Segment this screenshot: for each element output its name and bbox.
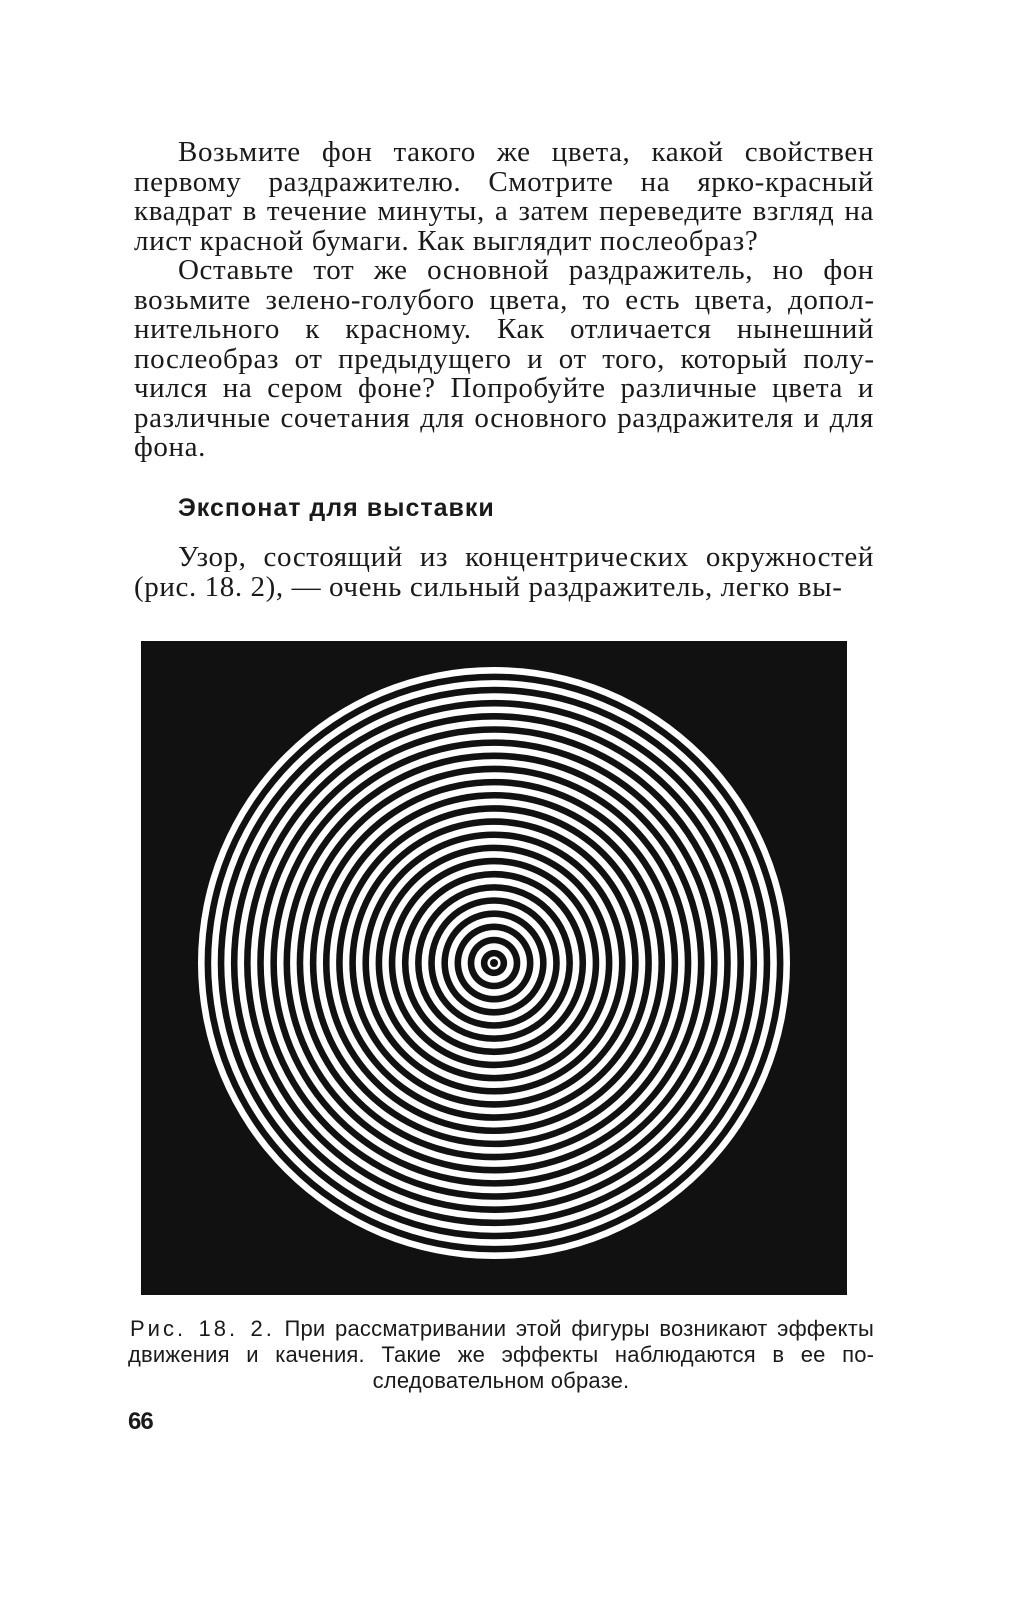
paragraph-3 — [134, 543, 874, 602]
section-heading: Экспонат для выставки — [178, 494, 495, 522]
figure-caption — [128, 1316, 874, 1394]
paragraph-2 — [134, 256, 874, 463]
concentric-circles-image — [141, 641, 847, 1295]
figure-caption-text: При рассматривании этой фигуры возникают эффекты движения и качения. Такие же эффекты наблюдаются в ее последовательном образе. — [128, 1316, 875, 1393]
paragraph-1 — [134, 138, 874, 256]
page-number: 66 — [128, 1408, 153, 1435]
paragraph-2-text: Оставьте тот же основной раздражитель, но фон возьмите зелено-голубого цвета, то есть цвета, дополнительного к красному. Как отличается нынешний послеобраз от предыдущего и от того, который получился на сером фоне? Попробуйте различные цвета и различные сочетания для основного раздражителя и для фона. — [134, 254, 874, 463]
figure-caption-label: Рис. 18. 2. — [130, 1316, 275, 1341]
rings-group — [198, 667, 790, 1259]
paragraph-3-text: Узор, состоящий из концентрических окружностей (рис. 18. 2), — очень сильный раздражитель, легко вы- — [134, 541, 874, 603]
concentric-circles-figure — [141, 641, 847, 1295]
paragraph-1-text: Возьмите фон такого же цвета, какой свойствен первому раздражителю. Смотрите на ярко-красный квадрат в течение минуты, а затем переведите взгляд на лист красной бумаги. Как выглядит послеобраз? — [134, 136, 874, 257]
center-dot — [490, 959, 498, 967]
